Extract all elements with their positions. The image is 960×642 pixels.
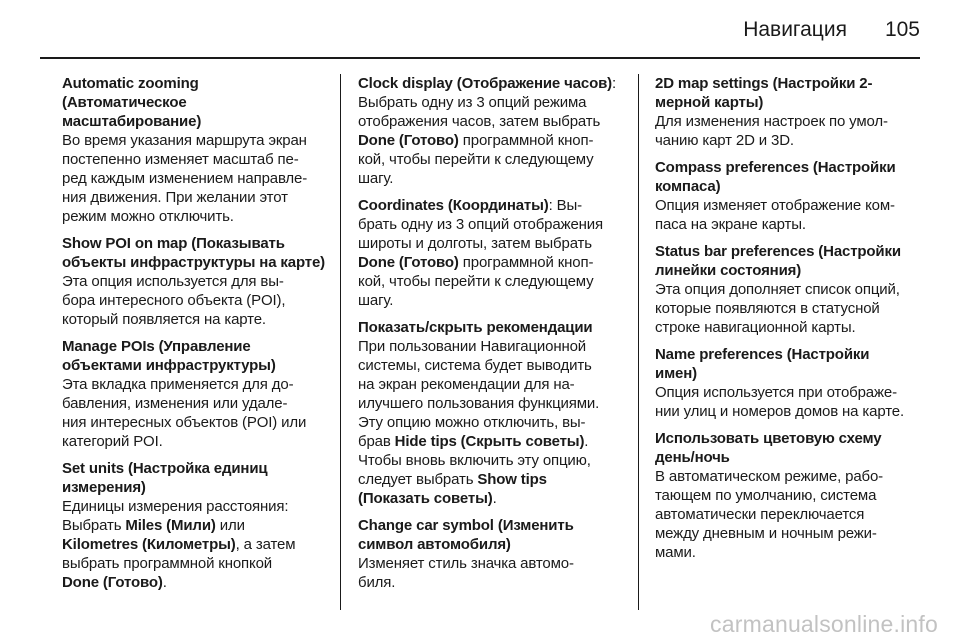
column-3: [655, 74, 923, 610]
body-text: Опция используется при отображе-: [655, 384, 897, 401]
body-text: .: [584, 433, 589, 450]
body-text: Эту опцию можно отключить, вы-: [358, 414, 586, 431]
text-line: [62, 310, 330, 329]
text-line: [655, 383, 923, 402]
text-line: [655, 364, 923, 383]
menu-option-entry: [62, 459, 330, 592]
menu-option-entry: [655, 74, 923, 150]
text-line: [358, 573, 626, 592]
text-line: [62, 188, 330, 207]
body-text: мами.: [655, 544, 696, 561]
text-line: [655, 74, 923, 93]
text-line: [358, 272, 626, 291]
menu-option-entry: [655, 345, 923, 421]
text-line: [62, 573, 330, 592]
bold-term: Status bar preferences (Настройки: [655, 243, 901, 260]
body-text: строке навигационной карты.: [655, 319, 856, 336]
bold-term: Clock display (Отображение часов): [358, 75, 613, 92]
body-text: : Вы-: [548, 197, 583, 214]
menu-option-entry: [358, 516, 626, 592]
body-text: брать одну из 3 опций отображения: [358, 216, 603, 233]
text-line: [655, 429, 923, 448]
text-line: [62, 535, 330, 554]
body-text: между дневным и ночным режи-: [655, 525, 877, 542]
column-divider: [340, 74, 341, 610]
text-line: [62, 234, 330, 253]
bold-term: Change car symbol (Изменить: [358, 517, 574, 534]
body-text: автоматически переключается: [655, 506, 865, 523]
text-line: [62, 291, 330, 310]
bold-term: Manage POIs (Управление: [62, 338, 251, 355]
body-text: Опция изменяет отображение ком-: [655, 197, 895, 214]
text-line: [358, 451, 626, 470]
text-line: [358, 291, 626, 310]
menu-option-entry: [655, 242, 923, 337]
text-line: [62, 356, 330, 375]
bold-term: измерения): [62, 479, 146, 496]
body-text: шагу.: [358, 292, 394, 309]
text-line: [358, 375, 626, 394]
content-columns: [0, 74, 960, 610]
bold-term: Использовать цветовую схему: [655, 430, 882, 447]
bold-term: компаса): [655, 178, 721, 195]
body-text: широты и долготы, затем выбрать: [358, 235, 592, 252]
bold-term: день/ночь: [655, 449, 730, 466]
bold-term: Hide tips (Скрыть советы): [394, 433, 585, 450]
bold-term: Done (Готово): [62, 574, 163, 591]
text-line: [358, 112, 626, 131]
body-text: которые появляются в статусной: [655, 300, 880, 317]
body-text: программной кноп-: [458, 254, 594, 271]
text-line: [655, 299, 923, 318]
text-line: [358, 215, 626, 234]
text-line: [358, 489, 626, 508]
text-line: [62, 131, 330, 150]
text-line: [655, 505, 923, 524]
text-line: [655, 402, 923, 421]
body-text: кой, чтобы перейти к следующему: [358, 151, 594, 168]
body-text: ния движения. При желании этот: [62, 189, 288, 206]
menu-option-entry: [62, 74, 330, 226]
text-line: [358, 554, 626, 573]
text-line: [358, 93, 626, 112]
text-line: [62, 150, 330, 169]
body-text: шагу.: [358, 170, 394, 187]
text-line: [655, 318, 923, 337]
text-line: [62, 459, 330, 478]
text-line: [62, 93, 330, 112]
bold-term: Automatic zooming: [62, 75, 199, 92]
body-text: или: [215, 517, 245, 534]
bold-term: Name preferences (Настройки: [655, 346, 870, 363]
body-text: выбрать программной кнопкой: [62, 555, 273, 572]
body-text: следует выбрать: [358, 471, 478, 488]
bold-term: имен): [655, 365, 697, 382]
text-line: [358, 150, 626, 169]
body-text: .: [162, 574, 167, 591]
bold-term: Kilometres (Километры): [62, 536, 236, 553]
body-text: категорий POI.: [62, 433, 163, 450]
body-text: Эта опция дополняет список опций,: [655, 281, 900, 298]
text-line: [62, 337, 330, 356]
text-line: [62, 497, 330, 516]
text-line: [655, 158, 923, 177]
body-text: Выбрать одну из 3 опций режима: [358, 94, 587, 111]
text-line: [358, 169, 626, 188]
body-text: Эта опция используется для вы-: [62, 273, 284, 290]
text-line: [358, 131, 626, 150]
text-line: [655, 448, 923, 467]
text-line: [655, 131, 923, 150]
body-text: илучшего пользования функциями.: [358, 395, 600, 412]
column-divider: [638, 74, 639, 610]
column-2: [358, 74, 626, 610]
page-number: 105: [884, 18, 920, 41]
body-text: бора интересного объекта (POI),: [62, 292, 286, 309]
text-line: [358, 432, 626, 451]
body-text: кой, чтобы перейти к следующему: [358, 273, 594, 290]
bold-term: линейки состояния): [655, 262, 802, 279]
text-line: [62, 112, 330, 131]
body-text: , а затем: [235, 536, 296, 553]
bold-term: Miles (Мили): [125, 517, 216, 534]
text-line: [62, 432, 330, 451]
text-line: [655, 261, 923, 280]
text-line: [655, 280, 923, 299]
bold-term: символ автомобиля): [358, 536, 511, 553]
watermark: carmanualsonline.info: [710, 611, 938, 637]
body-text: Во время указания маршрута экран: [62, 132, 307, 149]
body-text: ния интересных объектов (POI) или: [62, 414, 307, 431]
menu-option-entry: [655, 158, 923, 234]
text-line: [358, 356, 626, 375]
bold-term: Compass preferences (Настройки: [655, 159, 896, 176]
body-text: постепенно изменяет масштаб пе-: [62, 151, 299, 168]
body-text: на экран рекомендации для на-: [358, 376, 575, 393]
page-header: [743, 18, 920, 42]
header-rule: [40, 57, 920, 59]
text-line: [655, 177, 923, 196]
text-line: [62, 413, 330, 432]
body-text: тающем по умолчанию, система: [655, 487, 877, 504]
text-line: [655, 112, 923, 131]
bold-term: (Автоматическое: [62, 94, 187, 111]
body-text: Изменяет стиль значка автомо-: [358, 555, 574, 572]
menu-option-entry: [358, 318, 626, 508]
text-line: [655, 196, 923, 215]
bold-term: Show tips: [477, 471, 547, 488]
body-text: брав: [358, 433, 395, 450]
body-text: паса на экране карты.: [655, 216, 806, 233]
page-title: Навигация: [743, 18, 847, 41]
text-line: [358, 470, 626, 489]
text-line: [358, 413, 626, 432]
body-text: :: [612, 75, 617, 92]
text-line: [358, 196, 626, 215]
body-text: Для изменения настроек по умол-: [655, 113, 888, 130]
bold-term: Show POI on map (Показывать: [62, 235, 285, 252]
text-line: [358, 318, 626, 337]
body-text: программной кноп-: [458, 132, 594, 149]
body-text: нии улиц и номеров домов на карте.: [655, 403, 904, 420]
text-line: [62, 74, 330, 93]
bold-term: Set units (Настройка единиц: [62, 460, 268, 477]
body-text: ред каждым изменением направле-: [62, 170, 308, 187]
text-line: [62, 554, 330, 573]
menu-option-entry: [358, 196, 626, 310]
text-line: [358, 337, 626, 356]
text-line: [358, 394, 626, 413]
menu-option-entry: [62, 234, 330, 329]
text-line: [358, 535, 626, 554]
body-text: чанию карт 2D и 3D.: [655, 132, 794, 149]
body-text: режим можно отключить.: [62, 208, 234, 225]
text-line: [62, 169, 330, 188]
bold-term: Done (Готово): [358, 254, 459, 271]
body-text: Чтобы вновь включить эту опцию,: [358, 452, 591, 469]
text-line: [655, 242, 923, 261]
body-text: системы, система будет выводить: [358, 357, 592, 374]
text-line: [358, 516, 626, 535]
column-1: [62, 74, 330, 610]
text-line: [62, 478, 330, 497]
body-text: отображения часов, затем выбрать: [358, 113, 601, 130]
body-text: бавления, изменения или удале-: [62, 395, 288, 412]
body-text: который появляется на карте.: [62, 311, 266, 328]
bold-term: Coordinates (Координаты): [358, 197, 549, 214]
body-text: Выбрать: [62, 517, 126, 534]
text-line: [62, 272, 330, 291]
text-line: [655, 543, 923, 562]
text-line: [655, 215, 923, 234]
body-text: Эта вкладка применяется для до-: [62, 376, 294, 393]
text-line: [358, 74, 626, 93]
text-line: [655, 93, 923, 112]
menu-option-entry: [62, 337, 330, 451]
bold-term: объектами инфраструктуры): [62, 357, 276, 374]
bold-term: масштабирование): [62, 113, 202, 130]
text-line: [62, 253, 330, 272]
text-line: [358, 234, 626, 253]
text-line: [62, 207, 330, 226]
bold-term: мерной карты): [655, 94, 764, 111]
text-line: [62, 394, 330, 413]
bold-term: 2D map settings (Настройки 2-: [655, 75, 873, 92]
text-line: [655, 486, 923, 505]
body-text: В автоматическом режиме, рабо-: [655, 468, 884, 485]
menu-option-entry: [655, 429, 923, 562]
bold-term: (Показать советы): [358, 490, 493, 507]
bold-term: Done (Готово): [358, 132, 459, 149]
text-line: [655, 467, 923, 486]
bold-term: Показать/скрыть рекомендации: [358, 319, 593, 336]
body-text: Единицы измерения расстояния:: [62, 498, 289, 515]
body-text: .: [492, 490, 497, 507]
text-line: [358, 253, 626, 272]
text-line: [62, 375, 330, 394]
text-line: [62, 516, 330, 535]
bold-term: объекты инфраструктуры на карте): [62, 254, 326, 271]
text-line: [655, 524, 923, 543]
text-line: [655, 345, 923, 364]
body-text: биля.: [358, 574, 396, 591]
body-text: При пользовании Навигационной: [358, 338, 587, 355]
menu-option-entry: [358, 74, 626, 188]
